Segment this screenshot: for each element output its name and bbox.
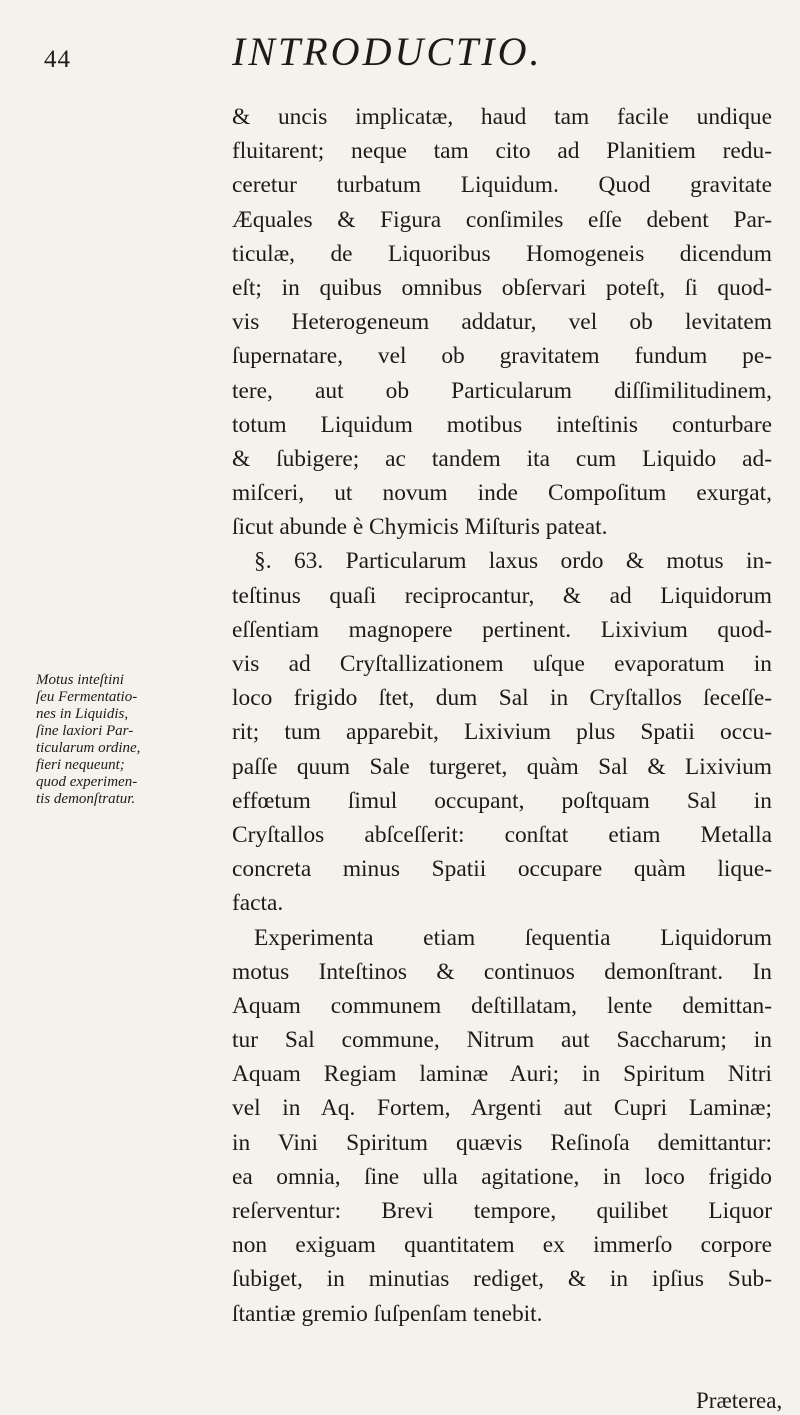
body-line: loco frigido ſtet, dum Sal in Cryſtallos ſeceſſe- xyxy=(232,685,772,712)
margin-note-line: quod experimen- xyxy=(36,774,138,790)
body-line: ſupernatare, vel ob gravitatem fundum pe- xyxy=(232,343,772,370)
body-line: Cryſtallos abſceſſerit: conſtat etiam Metalla xyxy=(232,821,772,848)
body-line: motus Inteſtinos & continuos demonſtrant. In xyxy=(232,958,772,985)
catchword: Præterea, xyxy=(696,1388,783,1413)
margin-note-line: tis demonſtratur. xyxy=(36,791,136,807)
margin-note xyxy=(36,672,226,808)
body-line: vis ad Cryſtallizationem uſque evaporatum in xyxy=(232,651,772,677)
page-number: 44 xyxy=(44,46,71,73)
body-line: rit; tum apparebit, Lixivium plus Spatii occu- xyxy=(232,719,772,746)
body-line: eſſentiam magnopere pertinent. Lixivium quod- xyxy=(232,616,772,643)
body-line: & ſubigere; ac tandem ita cum Liquido ad- xyxy=(232,445,772,472)
body-line: in Vini Spiritum quævis Reſinoſa demittantur: xyxy=(232,1129,772,1156)
section-63-line: §. 63. Particularum laxus ordo & motus in- xyxy=(254,548,772,575)
body-text xyxy=(232,100,772,1331)
body-line: effœtum ſimul occupant, poſtquam Sal in xyxy=(232,787,772,814)
body-line: ſtantiæ gremio ſuſpenſam tenebit. xyxy=(232,1300,543,1327)
margin-note-line: ſeu Fermentatio- xyxy=(36,689,138,705)
body-line: vis Heterogeneum addatur, vel ob levitatem xyxy=(232,309,772,336)
body-line: Æquales & Figura conſimiles eſſe debent Par- xyxy=(232,206,772,233)
body-line: fluitarent; neque tam cito ad Planitiem redu- xyxy=(232,138,772,165)
margin-note-line: fieri nequeunt; xyxy=(36,757,125,773)
margin-note-line: Motus inteſtini xyxy=(36,672,124,688)
running-head: INTRODUCTIO. xyxy=(232,29,543,74)
body-line: Aquam communem deſtillatam, lente demittan- xyxy=(232,992,772,1019)
experiment-paragraph-line: Experimenta etiam ſequentia Liquidorum xyxy=(254,924,772,951)
body-line: ticulæ, de Liquoribus Homogeneis dicendum xyxy=(232,240,772,267)
body-line: concreta minus Spatii occupare quàm lique- xyxy=(232,856,772,883)
body-line: teſtinus quaſi reciprocantur, & ad Liquidorum xyxy=(232,582,772,609)
body-line: tere, aut ob Particularum diſſimilitudinem, xyxy=(232,377,772,404)
body-line: ceretur turbatum Liquidum. Quod gravitate xyxy=(232,172,772,199)
body-line: vel in Aq. Fortem, Argenti aut Cupri Laminæ; xyxy=(232,1095,772,1122)
body-line: ea omnia, ſine ulla agitatione, in loco frigido xyxy=(232,1163,772,1190)
body-line: totum Liquidum motibus inteſtinis conturbare xyxy=(232,411,772,438)
margin-note-line: ticularum ordine, xyxy=(36,740,141,756)
body-line: tur Sal commune, Nitrum aut Saccharum; in xyxy=(232,1027,772,1054)
body-line: eſt; in quibus omnibus obſervari poteſt, ſi quod- xyxy=(232,274,772,301)
body-line: reſerventur: Brevi tempore, quilibet Liquor xyxy=(232,1198,772,1224)
body-line: Aquam Regiam laminæ Auri; in Spiritum Nitri xyxy=(232,1061,772,1088)
margin-note-line: ſine laxiori Par- xyxy=(36,723,134,739)
body-line: facta. xyxy=(232,890,284,917)
margin-note-line: nes in Liquidis, xyxy=(36,706,129,722)
body-line: miſceri, ut novum inde Compoſitum exurgat, xyxy=(232,480,772,507)
body-line: & uncis implicatæ, haud tam facile undique xyxy=(232,104,772,130)
body-line: non exiguam quantitatem ex immerſo corpore xyxy=(232,1232,772,1259)
body-line: paſſe quum Sale turgeret, quàm Sal & Lixivium xyxy=(232,753,772,780)
body-line: ſicut abunde è Chymicis Miſturis pateat. xyxy=(232,514,608,541)
body-line: ſubiget, in minutias rediget, & in ipſius Sub- xyxy=(232,1266,772,1293)
